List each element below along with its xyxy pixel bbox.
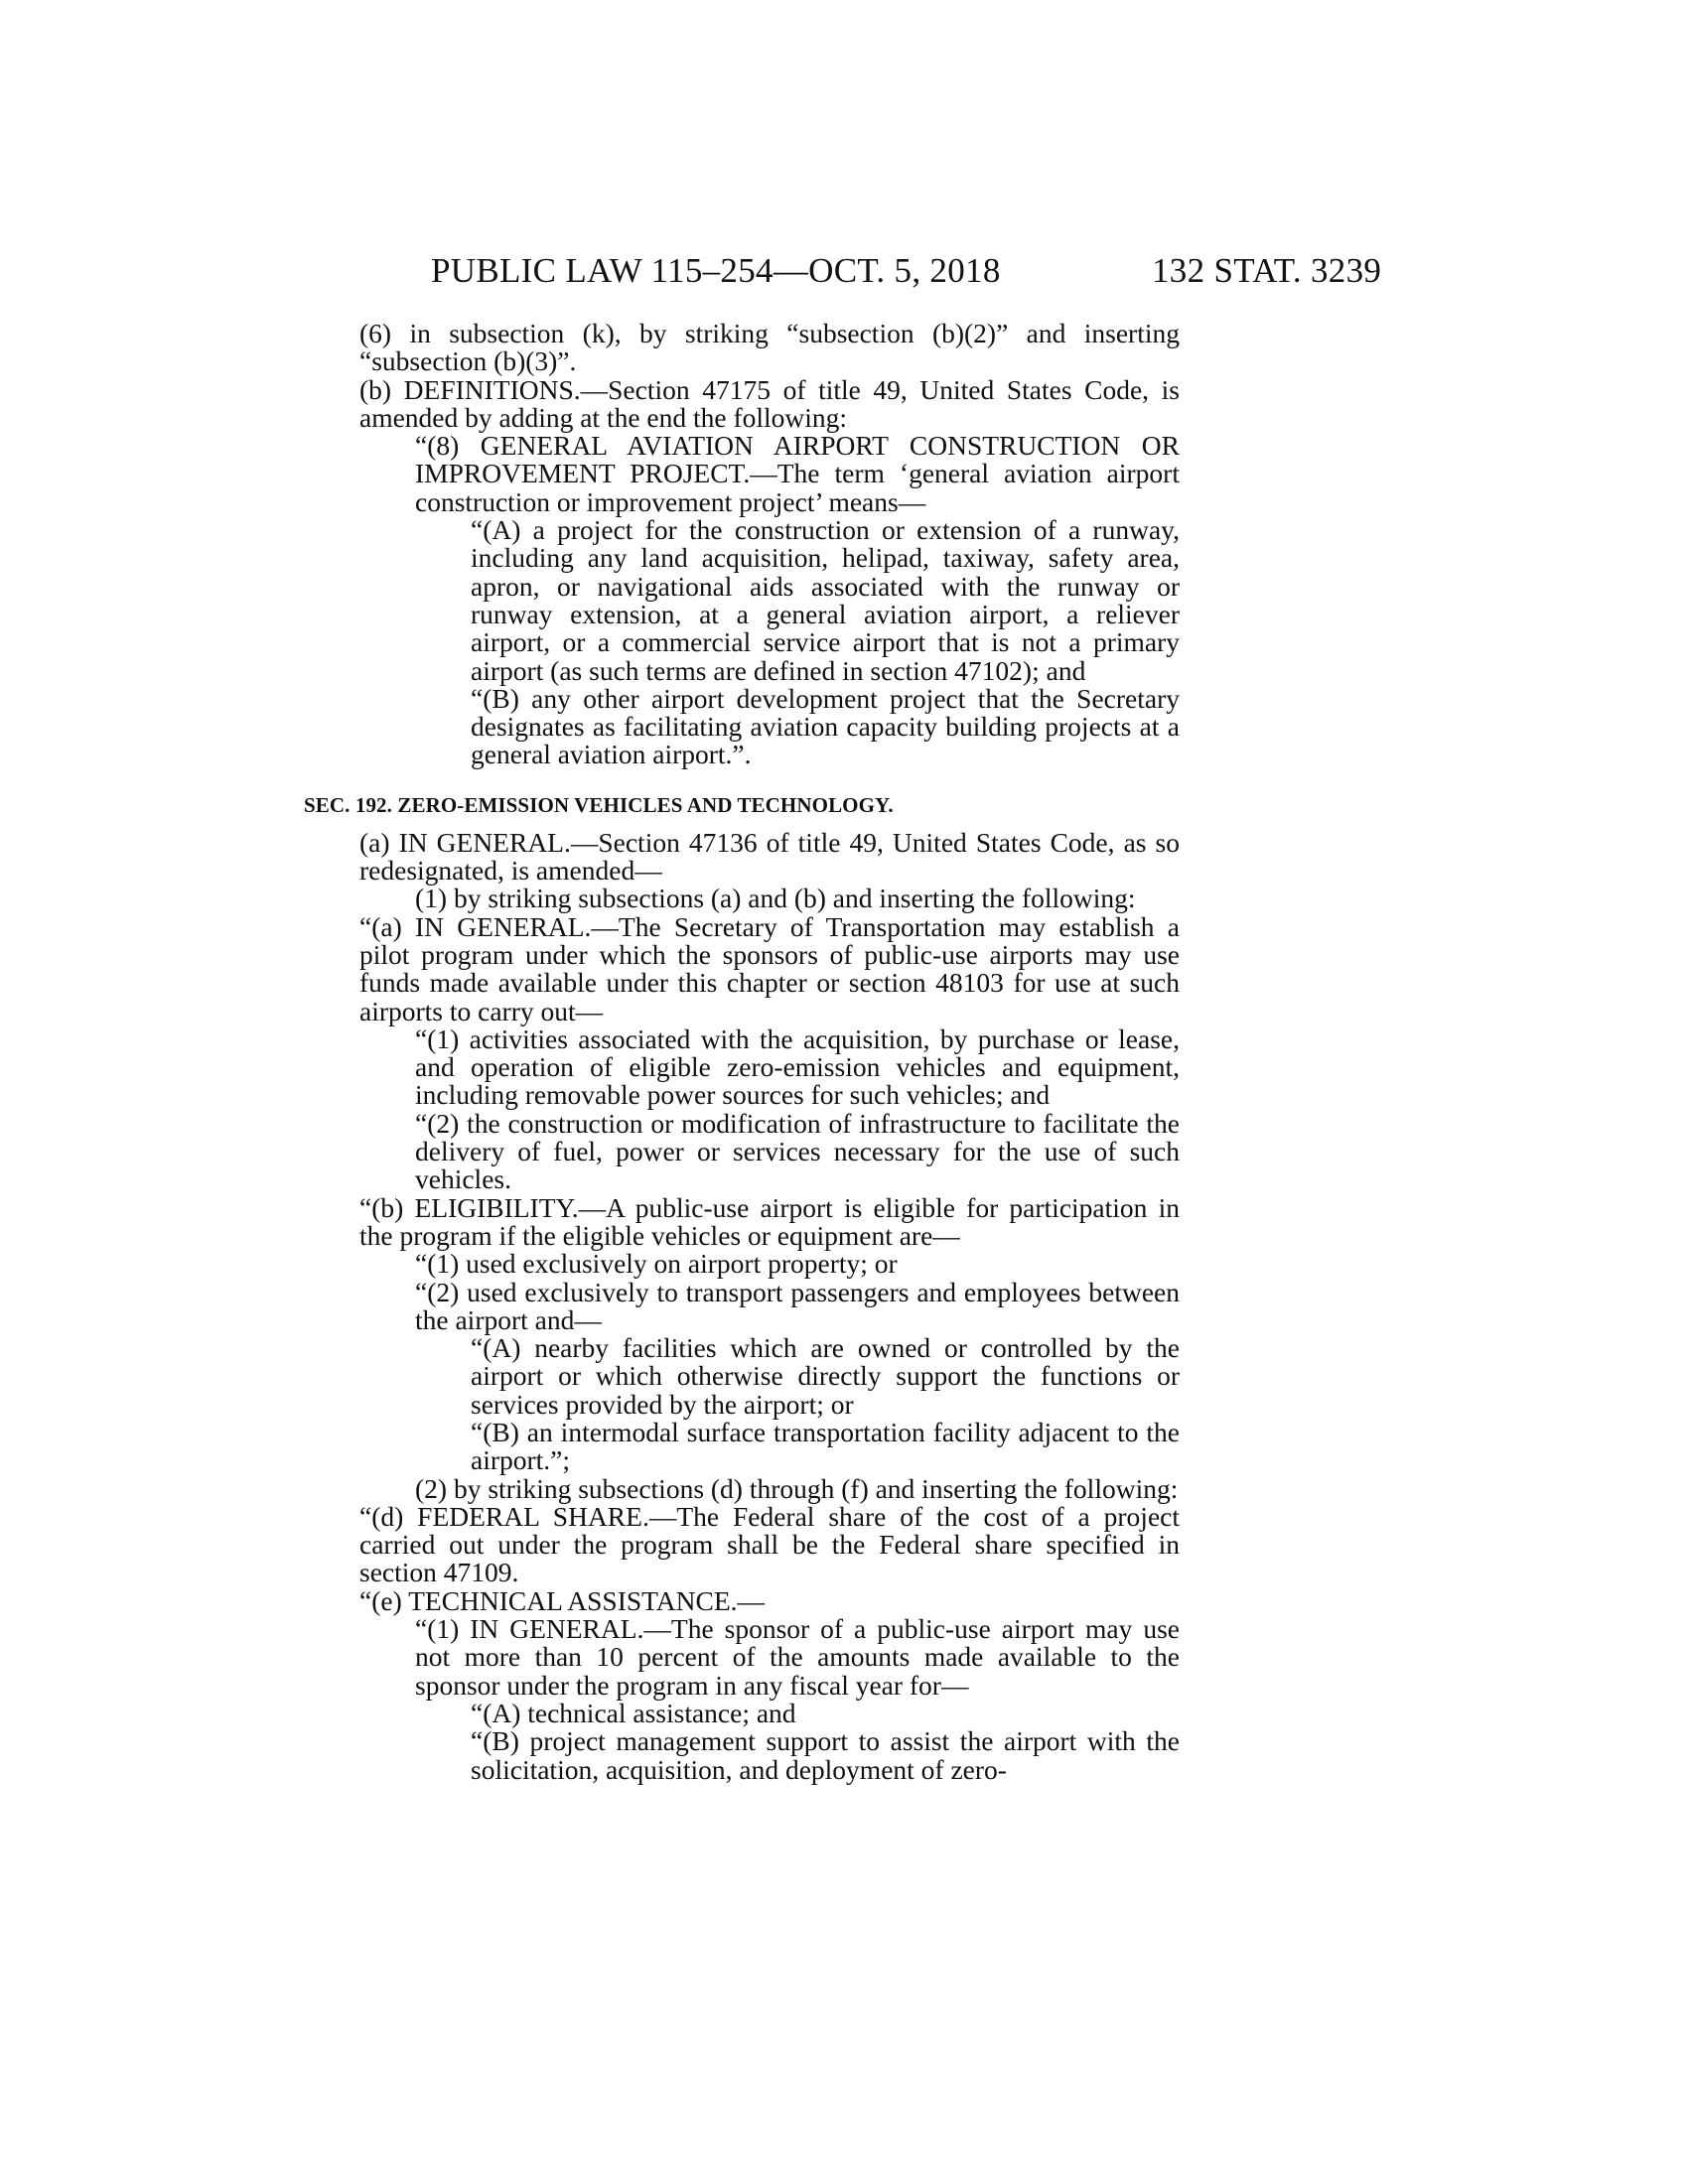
paragraph: “(1) used exclusively on airport property; or <box>415 1248 898 1280</box>
paragraph: (2) by striking subsections (d) through (f) and inserting the following: <box>415 1472 1179 1504</box>
paragraph: “(d) FEDERAL SHARE.—The Federal share of the cost of a project carried out under the program shall be the Federal share specified in section 47109. <box>359 1500 1180 1588</box>
paragraph: “(1) activities associated with the acquisition, by purchase or lease, and operation of eligible zero-emission vehicles and equipment, including removable power sources for such vehicles; and <box>415 1023 1180 1111</box>
paragraph: “(A) a project for the construction or extension of a runway, including any land acquisition, helipad, taxiway, safety area, apron, or navigational aids associated with the runway or runway extension, at a general aviation airport, a reliever airport, or a commercial service airport that is not a primary airport (as such terms are defined in section 47102); and <box>471 514 1180 686</box>
statute-body <box>304 320 1180 1784</box>
paragraph: “(a) IN GENERAL.—The Secretary of Transportation may establish a pilot program under which the sponsors of public-use airports may use funds made available under this chapter or section 48103 for use at such airports to carry out— <box>359 910 1180 1026</box>
running-header-stat-page: 132 STAT. 3239 <box>1152 251 1382 290</box>
paragraph: “(8) GENERAL AVIATION AIRPORT CONSTRUCTION OR IMPROVEMENT PROJECT.—The term ‘general aviation airport construction or improvement project’ means— <box>415 430 1180 517</box>
paragraph: “(b) ELIGIBILITY.—A public-use airport is eligible for participation in the program if the eligible vehicles or equipment are— <box>359 1191 1180 1251</box>
paragraph: (b) DEFINITIONS.—Section 47175 of title 49, United States Code, is amended by adding at the end the following: <box>359 373 1180 433</box>
paragraph: “(e) TECHNICAL ASSISTANCE.— <box>359 1584 765 1616</box>
paragraph: “(2) used exclusively to transport passengers and employees between the airport and— <box>415 1276 1180 1335</box>
paragraph: (1) by striking subsections (a) and (b) and inserting the following: <box>415 883 1136 914</box>
paragraph: “(A) technical assistance; and <box>471 1697 796 1728</box>
paragraph: (a) IN GENERAL.—Section 47136 of title 49, United States Code, as so redesignated, is amended— <box>359 826 1180 887</box>
paragraph: (6) in subsection (k), by striking “subsection (b)(2)” and inserting “subsection (b)(3)”. <box>359 318 1180 377</box>
paragraph: “(B) an intermodal surface transportation facility adjacent to the airport.”; <box>471 1416 1180 1476</box>
section-heading: SEC. 192. ZERO-EMISSION VEHICLES AND TECHNOLOGY. <box>304 792 894 817</box>
paragraph: “(A) nearby facilities which are owned or controlled by the airport or which otherwise directly support the functions or services provided by the airport; or <box>471 1332 1180 1420</box>
paragraph: “(B) any other airport development project that the Secretary designates as facilitating aviation capacity building projects at a general aviation airport.”. <box>471 682 1180 770</box>
paragraph: “(B) project management support to assist the airport with the solicitation, acquisition, and deployment of zero- <box>471 1725 1180 1785</box>
paragraph: “(1) IN GENERAL.—The sponsor of a public-use airport may use not more than 10 percent of the amounts made available to the sponsor under the program in any fiscal year for— <box>415 1613 1180 1701</box>
running-header-title: PUBLIC LAW 115–254—OCT. 5, 2018 <box>431 251 1001 290</box>
paragraph: “(2) the construction or modification of infrastructure to facilitate the delivery of fuel, power or services necessary for the use of such vehicles. <box>415 1107 1180 1195</box>
